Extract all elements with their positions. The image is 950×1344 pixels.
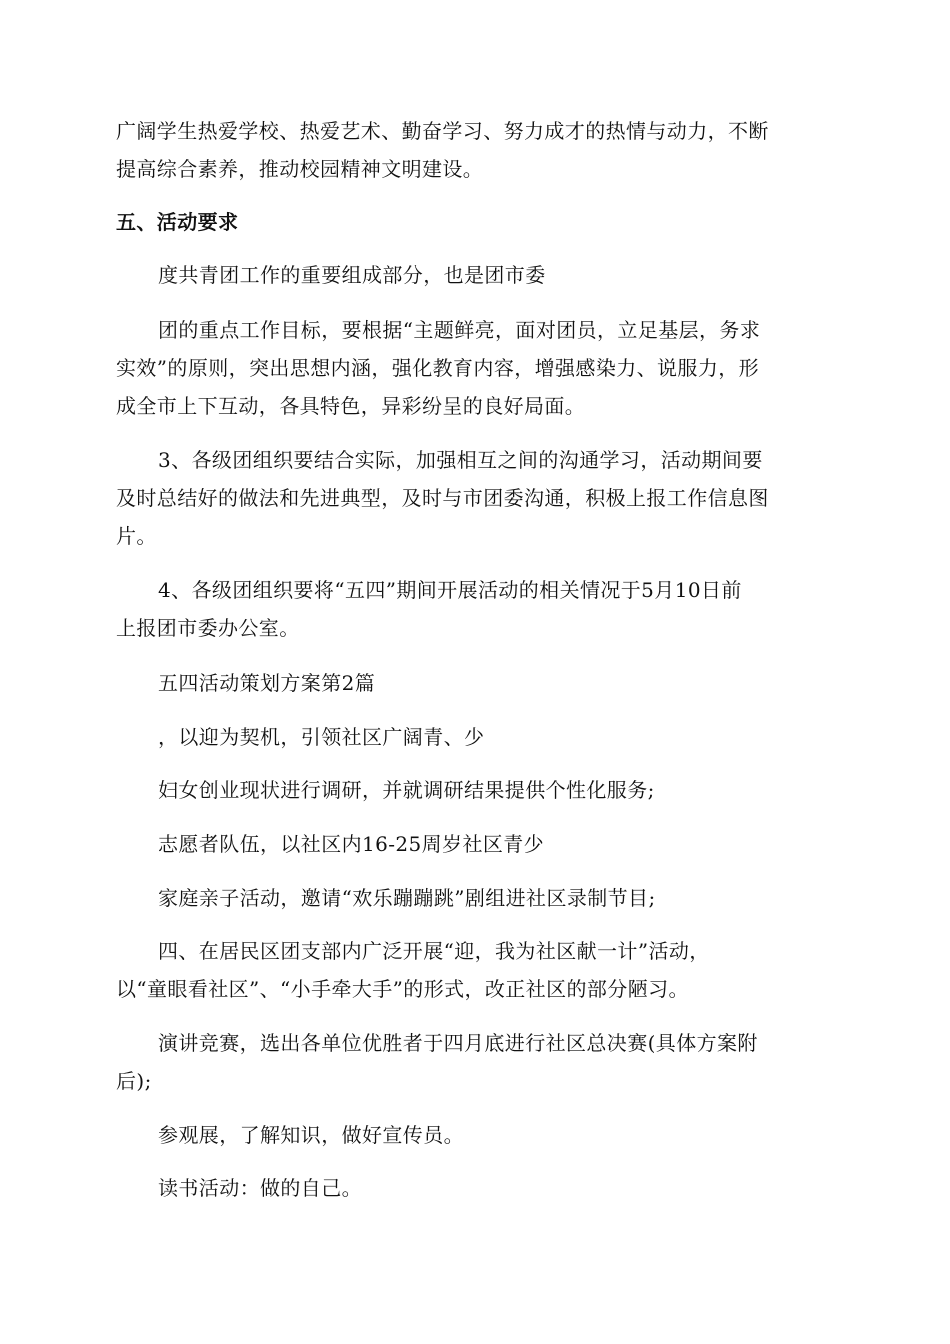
body-text-line: 提高综合素养，推动校园精神文明建设。 — [116, 157, 484, 181]
body-text-line: 广阔学生热爱学校、热爱艺术、勤奋学习、努力成才的热情与动力，不断 — [116, 119, 769, 143]
article-title: 五四活动策划方案第2篇 — [158, 671, 376, 695]
body-text-line: 后); — [116, 1069, 152, 1093]
body-text-line: 演讲竞赛，选出各单位优胜者于四月底进行社区总决赛(具体方案附 — [158, 1031, 758, 1055]
body-text-line: 成全市上下互动，各具特色，异彩纷呈的良好局面。 — [116, 394, 586, 418]
body-text-line: 读书活动：做的自己。 — [158, 1176, 362, 1200]
body-text-line: 及时总结好的做法和先进典型，及时与市团委沟通，积极上报工作信息图 — [116, 486, 769, 510]
body-text-line: 4、各级团组织要将“五四”期间开展活动的相关情况于5月10日前 — [158, 578, 742, 602]
body-text-line: 参观展，了解知识，做好宣传员。 — [158, 1123, 464, 1147]
body-text-line: 实效”的原则，突出思想内涵，强化教育内容，增强感染力、说服力，形 — [116, 356, 760, 380]
body-text-line: 上报团市委办公室。 — [116, 616, 300, 640]
body-text-line: 四、在居民区团支部内广泛开展“迎，我为社区献一计”活动， — [158, 939, 710, 963]
body-text-line: 妇女创业现状进行调研，并就调研结果提供个性化服务; — [158, 778, 655, 802]
body-text-line: 度共青团工作的重要组成部分，也是团市委 — [158, 263, 546, 287]
body-text-line: ，以迎为契机，引领社区广阔青、少 — [158, 725, 485, 749]
body-text-line: 团的重点工作目标，要根据“主题鲜亮，面对团员，立足基层，务求 — [158, 318, 761, 342]
section-heading: 五、活动要求 — [116, 210, 239, 234]
body-text-line: 志愿者队伍，以社区内16-25周岁社区青少 — [158, 832, 545, 856]
body-text-line: 3、各级团组织要结合实际，加强相互之间的沟通学习，活动期间要 — [158, 448, 763, 472]
body-text-line: 片。 — [116, 524, 157, 548]
body-text-line: 以“童眼看社区”、“小手牵大手”的形式，改正社区的部分陋习。 — [116, 977, 689, 1001]
body-text-line: 家庭亲子活动，邀请“欢乐蹦蹦跳”剧组进社区录制节目; — [158, 886, 656, 910]
